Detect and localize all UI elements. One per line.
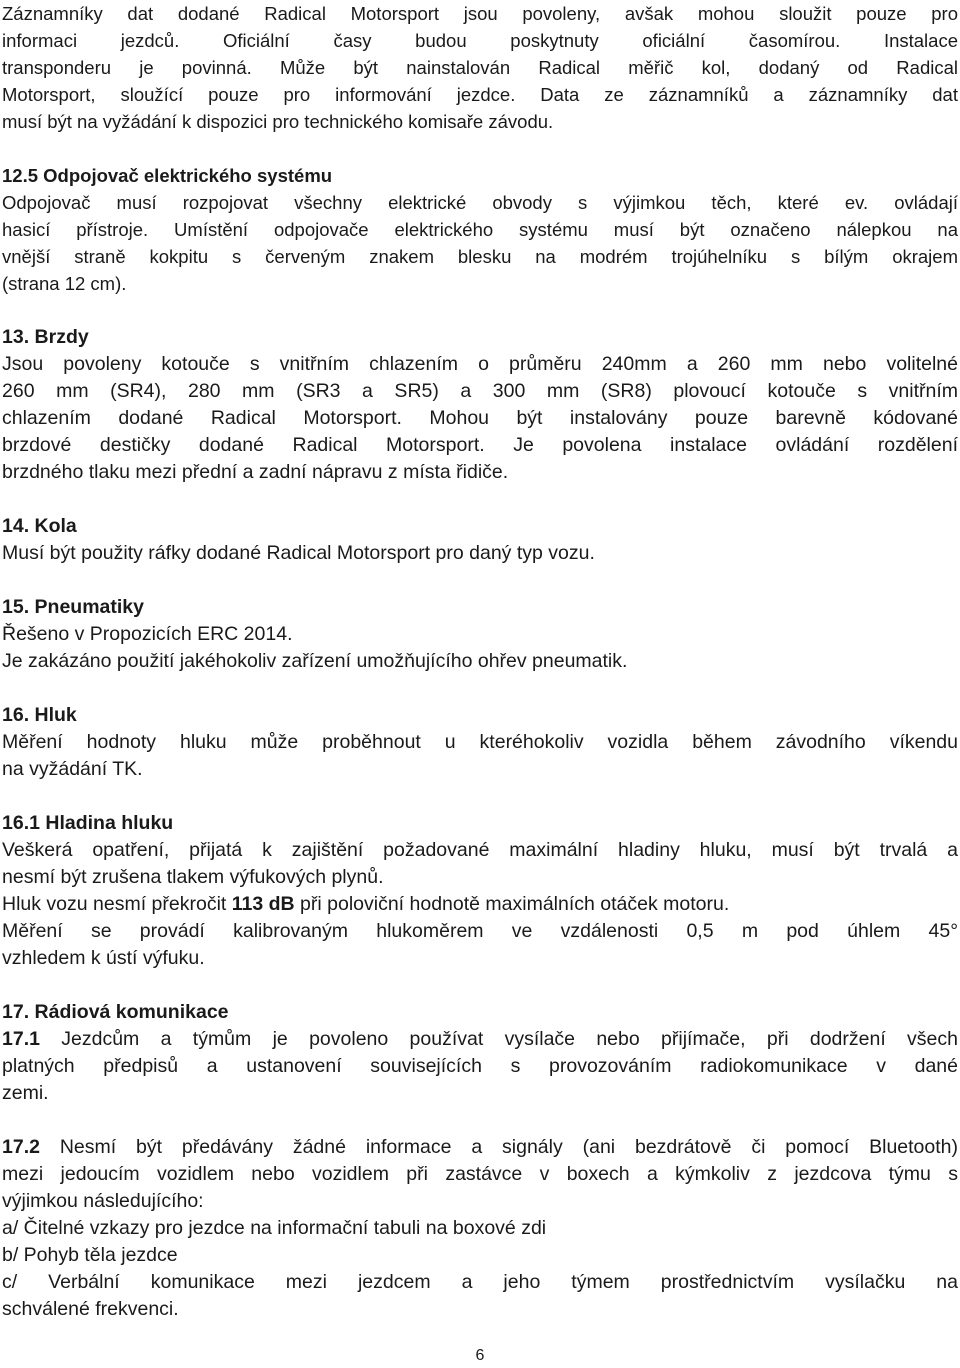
intro-line: musí být na vyžádání k dispozici pro technického komisaře závodu. <box>2 111 554 132</box>
document-page <box>2 0 958 1323</box>
spacer <box>2 297 958 324</box>
section-line: Musí být použity ráfky dodané Radical Motorsport pro daný typ vozu. <box>2 542 595 564</box>
section-line: Jsou povoleny kotouče s vnitřním chlazením o průměru 240mm a 260 mm nebo volitelné <box>2 353 958 375</box>
section-line: Měření hodnoty hluku může proběhnout u kteréhokoliv vozidla během závodního víkendu <box>2 731 958 753</box>
section-line: mezi jedoucím vozidlem nebo vozidlem při zastávce v boxech a kýmkoliv z jezdcova týmu s <box>2 1163 958 1185</box>
section-line: Měření se provádí kalibrovaným hlukoměrem ve vzdálenosti 0,5 m pod úhlem 45° <box>2 920 958 942</box>
section-line: vnější straně kokpitu s červeným znakem blesku na modrém trojúhelníku s bílým okrajem <box>2 246 958 267</box>
spacer <box>2 135 958 162</box>
section-12-5 <box>2 162 958 297</box>
spacer <box>2 675 958 702</box>
section-line: Je zakázáno použití jakéhokoliv zařízení umožňujícího ohřev pneumatik. <box>2 650 628 672</box>
intro-line: Motorsport, sloužící pouze pro informování jezdce. Data ze záznamníků a záznamníky dat <box>2 84 958 105</box>
section-heading: 12.5 Odpojovač elektrického systému <box>2 165 333 186</box>
list-item: schválené frekvenci. <box>2 1298 179 1320</box>
page-number: 6 <box>475 1347 485 1364</box>
section-13-brakes <box>2 324 958 486</box>
section-16-noise <box>2 702 958 783</box>
section-line: chlazením dodané Radical Motorsport. Mohou být instalovány pouze barevně kódované <box>2 407 958 429</box>
intro-line: informaci jezdců. Oficiální časy budou poskytnuty oficiální časomírou. Instalace <box>2 30 958 51</box>
spacer <box>2 783 958 810</box>
section-line: brzdové destičky dodané Radical Motorsport. Je povolena instalace ovládání rozdělení <box>2 434 958 456</box>
section-line-text: Jezdcům a týmům je povoleno používat vysílače nebo přijímače, při dodržení všech <box>39 1028 958 1050</box>
intro-paragraph <box>2 0 958 135</box>
noise-limit-value: 113 dB <box>231 893 295 915</box>
noise-limit-pre: Hluk vozu nesmí překročit <box>2 893 232 915</box>
section-heading: 15. Pneumatiky <box>2 596 144 618</box>
noise-limit-line <box>2 891 958 918</box>
section-line: brzdného tlaku mezi přední a zadní nápravu z místa řidiče. <box>2 461 509 483</box>
section-line: výjimkou následujícího: <box>2 1190 204 1212</box>
section-line: na vyžádání TK. <box>2 758 143 780</box>
subsection-number: 17.2 <box>2 1136 40 1158</box>
section-line: nesmí být zrušena tlakem výfukových plynů. <box>2 866 384 888</box>
section-17-2 <box>2 1134 958 1323</box>
list-item: a/ Čitelné vzkazy pro jezdce na informační tabuli na boxové zdi <box>2 1217 547 1239</box>
section-line: vzhledem k ústí výfuku. <box>2 947 205 969</box>
section-heading: 16. Hluk <box>2 704 77 726</box>
section-line: Řešeno v Propozicích ERC 2014. <box>2 623 293 645</box>
section-heading: 14. Kola <box>2 515 77 537</box>
section-line: Veškerá opatření, přijatá k zajištění požadované maximální hladiny hluku, musí být trvalá a <box>2 839 958 861</box>
section-line-text: Nesmí být předávány žádné informace a signály (ani bezdrátově či pomocí Bluetooth) <box>39 1136 958 1158</box>
section-line: zemi. <box>2 1082 49 1104</box>
section-heading: 17. Rádiová komunikace <box>2 1001 229 1023</box>
list-item: c/ Verbální komunikace mezi jezdcem a jeho týmem prostřednictvím vysílačku na <box>2 1271 958 1293</box>
intro-line: transponderu je povinná. Může být nainstalován Radical měřič kol, dodaný od Radical <box>2 57 958 78</box>
section-line: platných předpisů a ustanovení souvisejících s provozováním radiokomunikace v dané <box>2 1055 958 1077</box>
section-line: Odpojovač musí rozpojovat všechny elektrické obvody s výjimkou těch, které ev. ovládají <box>2 192 958 213</box>
spacer <box>2 972 958 999</box>
section-15-tyres <box>2 594 958 675</box>
noise-limit-post: při poloviční hodnotě maximálních otáček motoru. <box>294 893 730 915</box>
section-line: (strana 12 cm). <box>2 273 127 294</box>
section-line <box>2 1026 958 1053</box>
section-17-radio <box>2 999 958 1107</box>
section-14-wheels <box>2 513 958 567</box>
intro-line: Záznamníky dat dodané Radical Motorsport jsou povoleny, avšak mohou sloužit pouze pro <box>2 3 958 24</box>
subsection-number: 17.1 <box>2 1028 40 1050</box>
list-item: b/ Pohyb těla jezdce <box>2 1244 178 1266</box>
section-line: 260 mm (SR4), 280 mm (SR3 a SR5) a 300 mm (SR8) plovoucí kotouče s vnitřním <box>2 380 958 402</box>
section-heading: 16.1 Hladina hluku <box>2 812 174 834</box>
section-16-1-noise-level <box>2 810 958 972</box>
spacer <box>2 486 958 513</box>
section-line <box>2 1134 958 1161</box>
spacer <box>2 1107 958 1134</box>
spacer <box>2 567 958 594</box>
section-heading: 13. Brzdy <box>2 326 89 348</box>
section-line: hasicí přístroje. Umístění odpojovače elektrického systému musí být označeno nálepkou na <box>2 219 958 240</box>
